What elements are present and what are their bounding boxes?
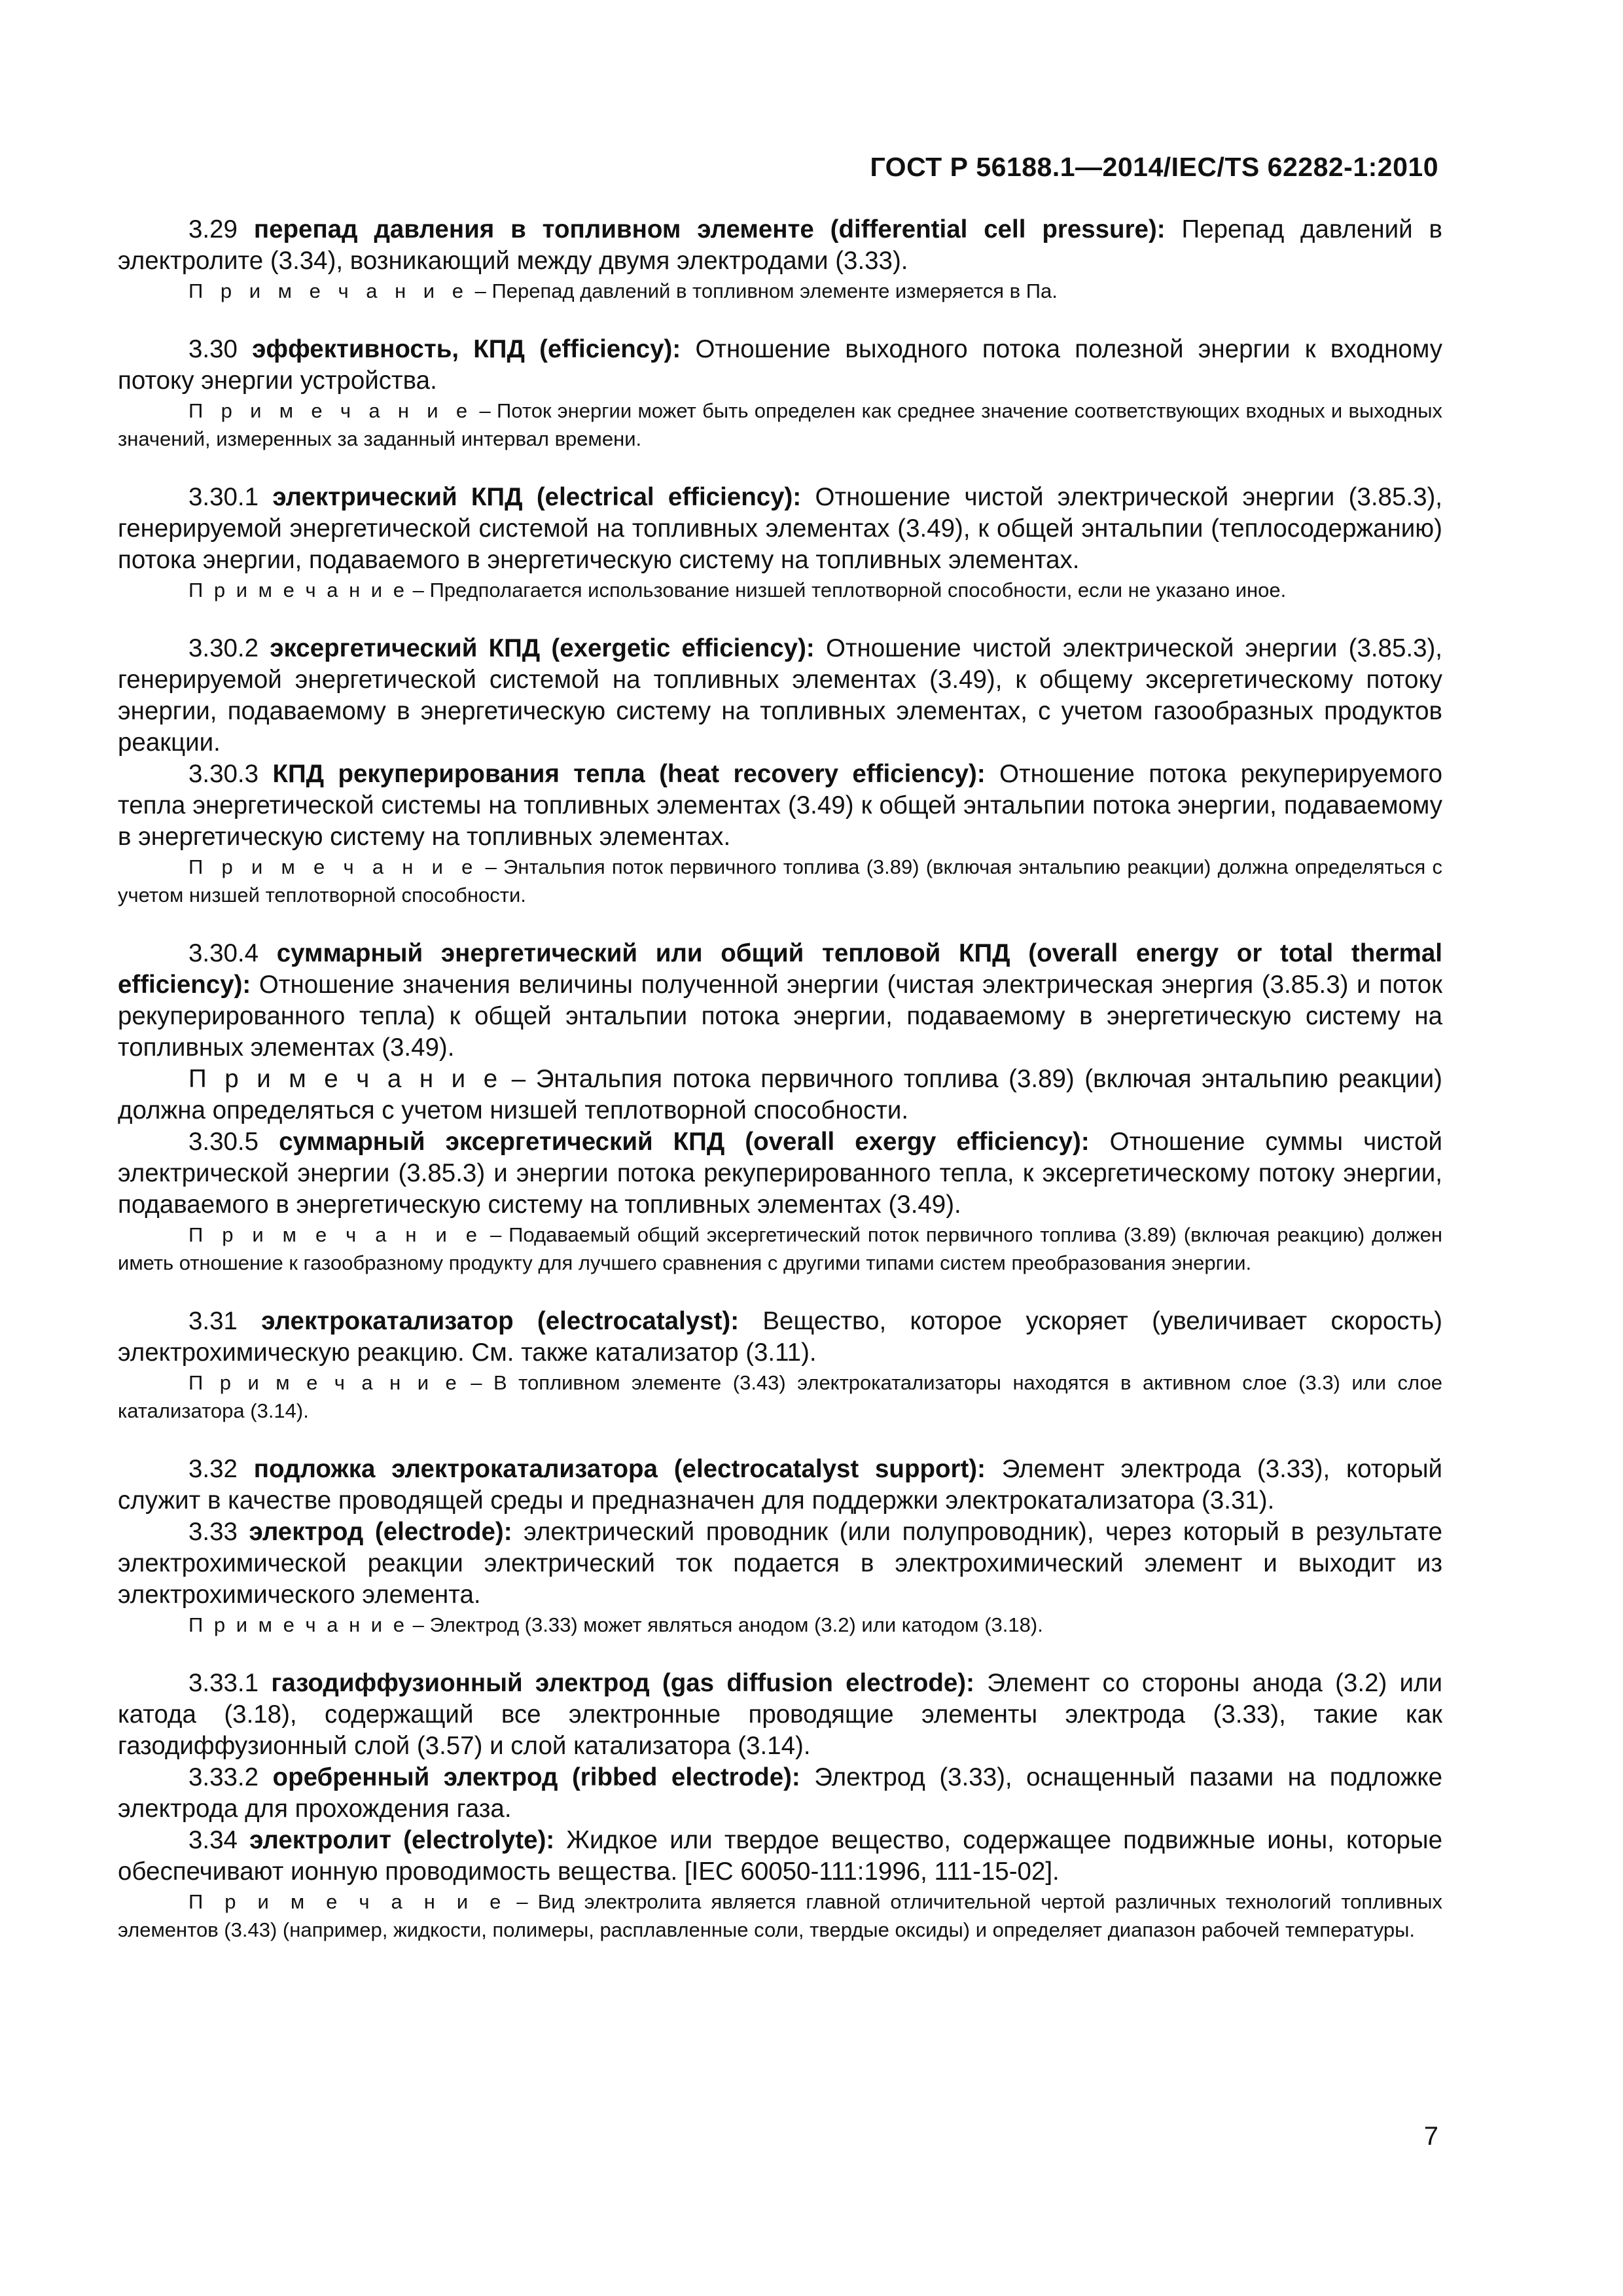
note-label: П р и м е ч а н и е <box>188 1371 459 1394</box>
note-text: – Поток энергии может быть определен как среднее значение соответствующих входных и выходных значений, измеренных за заданный интервал времени. <box>118 399 1442 450</box>
term-title: подложка электрокатализатора (electrocatalyst support): <box>253 1455 986 1483</box>
term-entry <box>118 1516 1442 1611</box>
term-title: эксергетический КПД (exergetic efficiency): <box>270 634 815 662</box>
term-definition: Отношение суммы чистой электрической энергии (3.85.3) и энергии потока рекуперированного тепла, к эксергетическому потоку энергии, подаваемого в энергетическую систему на топливных элементах (3.49). <box>118 1128 1442 1219</box>
note-text: – Электрод (3.33) может являться анодом (3.2) или катодом (3.18). <box>412 1613 1043 1636</box>
note-label: П р и м е ч а н и е <box>188 579 407 601</box>
term-title: суммарный эксергетический КПД (overall exergy efficiency): <box>279 1128 1090 1156</box>
term-title: эффективность, КПД (efficiency): <box>252 335 681 363</box>
term-definition: электрический проводник (или полупроводник), через который в результате электрохимической реакции электрический ток подается в электрохимический элемент и выходит из электрохимического элемента. <box>118 1518 1442 1609</box>
note-text: – Вид электролита является главной отличительной чертой различных технологий топливных элементов (3.43) (например, жидкости, полимеры, расплавленные соли, твердые оксиды) и определяет диапазон рабочей температуры. <box>118 1890 1442 1941</box>
note-label: П р и м е ч а н и е <box>188 1223 483 1246</box>
term-definition: Жидкое или твердое вещество, содержащее подвижные ионы, которые обеспечивают ионную проводимость вещества. [IEC 60050-111:1996, 111-15-02]. <box>118 1826 1442 1886</box>
note-label: П р и м е ч а н и е <box>188 1890 507 1913</box>
term-entry <box>118 1126 1442 1221</box>
term-definition: Отношение значения величины полученной энергии (чистая электрическая энергия (3.85.3) и поток рекуперированного тепла) к общей энтальпии потока энергии, подаваемому в энергетическую систему на топливных элементах (3.49). <box>118 971 1442 1062</box>
term-definition: Элемент со стороны анода (3.2) или катода (3.18), содержащий все электронные проводящие элементы электрода (3.33), такие как газодиффузионный слой (3.57) и слой катализатора (3.14). <box>118 1669 1442 1760</box>
term-title: электрокатализатор (electrocatalyst): <box>261 1307 740 1335</box>
term-number: 3.30.3 <box>188 760 259 788</box>
term-number: 3.30.1 <box>188 483 259 511</box>
note <box>118 277 1442 305</box>
term-title: электрод (electrode): <box>249 1518 512 1546</box>
term-entry <box>118 214 1442 277</box>
term-number: 3.30.4 <box>188 939 259 967</box>
page-content <box>118 214 1442 1944</box>
note <box>118 853 1442 909</box>
term-entry <box>118 1306 1442 1369</box>
term-entry <box>118 1454 1442 1516</box>
term-entry <box>118 759 1442 853</box>
term-number: 3.30.5 <box>188 1128 259 1156</box>
term-definition: Элемент электрода (3.33), который служит в качестве проводящей среды и предназначен для поддержки электрокатализатора (3.31). <box>118 1455 1442 1515</box>
term-definition: Отношение чистой электрической энергии (3.85.3), генерируемой энергетической системой на топливных элементах (3.49), к общему эксергетическому потоку энергии, подаваемому в энергетическую систему на топливных элементах, с учетом газообразных продуктов реакции. <box>118 634 1443 757</box>
term-definition: Электрод (3.33), оснащенный пазами на подложке электрода для прохождения газа. <box>118 1763 1443 1823</box>
note-text: – Предполагается использование низшей теплотворной способности, если не указано иное. <box>412 579 1287 601</box>
term-number: 3.31 <box>188 1307 238 1335</box>
note-label: П р и м е ч а н и е <box>188 1613 407 1636</box>
note-label: П р и м е ч а н и е <box>188 855 479 878</box>
term-number: 3.29 <box>188 215 238 243</box>
term-definition: Перепад давлений в электролите (3.34), возникающий между двумя электродами (3.33). <box>118 215 1443 275</box>
page-number: 7 <box>1423 2122 1438 2151</box>
note <box>118 1888 1442 1944</box>
term-definition: Отношение чистой электрической энергии (3.85.3), генерируемой энергетической системой на топливных элементах (3.49), к общей энтальпии (теплосодержанию) потока энергии, подаваемого в энергетическую систему на топливных элементах. <box>118 483 1442 574</box>
note-large <box>118 1064 1442 1126</box>
term-definition: Отношение потока рекуперируемого тепла энергетической системы на топливных элементах (3.49) к общей энтальпии потока энергии, подаваемому в энергетическую систему на топливных элементах. <box>118 760 1442 851</box>
term-definition: Отношение выходного потока полезной энергии к входному потоку энергии устройства. <box>118 335 1442 395</box>
term-title: перепад давления в топливном элементе (differential cell pressure): <box>253 215 1166 243</box>
term-title: электрический КПД (electrical efficiency): <box>272 483 802 511</box>
term-entry <box>118 1825 1442 1888</box>
note <box>118 576 1442 604</box>
term-number: 3.33 <box>188 1518 238 1546</box>
term-definition: Вещество, которое ускоряет (увеличивает скорость) электрохимическую реакцию. См. также катализатор (3.11). <box>118 1307 1442 1367</box>
term-entry <box>118 633 1442 759</box>
note-label: П р и м е ч а н и е <box>188 279 469 302</box>
note-text: – Подаваемый общий эксергетический поток первичного топлива (3.89) (включая реакцию) должен иметь отношение к газообразному продукту для лучшего сравнения с другими типами систем преобразования энергии. <box>118 1223 1442 1274</box>
term-entry <box>118 334 1442 397</box>
note-text: – Энтальпия поток первичного топлива (3.89) (включая энтальпию реакции) должна определяться с учетом низшей теплотворной способности. <box>118 855 1442 906</box>
note <box>118 1221 1442 1277</box>
term-title: газодиффузионный электрод (gas diffusion electrode): <box>271 1669 974 1697</box>
note <box>118 397 1442 453</box>
term-entry <box>118 1668 1442 1762</box>
term-entry <box>118 1762 1442 1825</box>
note <box>118 1611 1442 1639</box>
term-entry <box>118 938 1442 1064</box>
term-number: 3.33.1 <box>188 1669 259 1697</box>
term-title: суммарный энергетический или общий тепловой КПД (overall energy or total thermal efficiency): <box>118 939 1442 999</box>
term-number: 3.32 <box>188 1455 238 1483</box>
note-text: – Перепад давлений в топливном элементе измеряется в Па. <box>474 279 1058 302</box>
document-header: ГОСТ Р 56188.1—2014/IEC/TS 62282-1:2010 <box>870 152 1438 182</box>
note-text: – Энтальпия потока первичного топлива (3.89) (включая энтальпию реакции) должна определяться с учетом низшей теплотворной способности. <box>118 1065 1443 1124</box>
term-title: электролит (electrolyte): <box>249 1826 555 1854</box>
term-number: 3.34 <box>188 1826 238 1854</box>
term-entry <box>118 482 1442 576</box>
term-number: 3.30.2 <box>188 634 259 662</box>
note-text: – В топливном элементе (3.43) электрокатализаторы находятся в активном слое (3.3) или слое катализатора (3.14). <box>118 1371 1442 1422</box>
note <box>118 1369 1442 1425</box>
term-number: 3.30 <box>188 335 238 363</box>
term-title: оребренный электрод (ribbed electrode): <box>272 1763 800 1791</box>
note-label: П р и м е ч а н и е <box>188 1065 502 1093</box>
term-title: КПД рекуперирования тепла (heat recovery efficiency): <box>272 760 986 788</box>
note-label: П р и м е ч а н и е <box>188 399 474 422</box>
term-number: 3.33.2 <box>188 1763 259 1791</box>
